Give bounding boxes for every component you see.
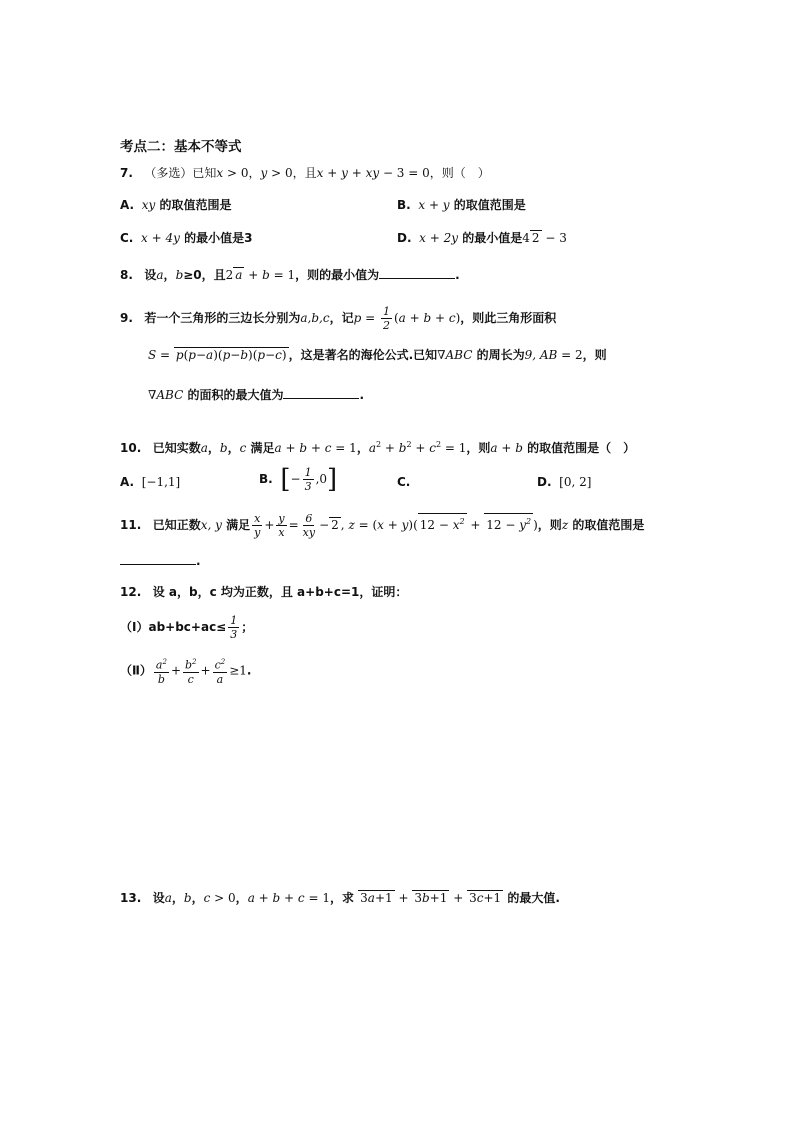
question-9-line-1: 9. 若一个三角形的三边长分别为a,b,c，记p = $\frac{1}{2}$ (a + b + c)，则此三角形面积 [120, 305, 557, 332]
option-c: C. x + 4y 的最小值是3 [120, 231, 253, 245]
option-d: D. x + 2y 的最小值是4 2 − 3 [397, 231, 567, 245]
option-d: D. [0, 2] [537, 475, 592, 489]
question-number: 9. [120, 311, 133, 325]
answer-blank[interactable] [379, 264, 455, 279]
question-7 [120, 163, 490, 183]
question-10: 10. 已知实数a，b，c 满足a + b + c = 1，$a^2 + b^2 + c^2 = 1$，则a + b 的取值范围是（ ） [120, 440, 636, 455]
answer-blank[interactable] [283, 384, 359, 399]
question-11: 11. 已知正数x, y 满足 $\frac{x}{y}$ + $\frac{y}{x}$ = $\frac{6}{xy}$ − 2 , z = (x + y)( $12 - x^2 + 12 - y^2$ )，则z 的取值范围是 [120, 512, 645, 539]
answer-blank[interactable] [120, 550, 196, 565]
question-number: 12. [120, 585, 142, 599]
question-text: 设 a，b，c 均为正数，且 a+b+c=1，证明： [152, 585, 408, 599]
question-number: 11. [120, 518, 142, 532]
question-12-part-2: （Ⅱ） $\frac{a^2}{b}$ + $\frac{b^2}{c}$ + $\frac{c^2}{a}$ ≥1. [120, 658, 252, 686]
option-c: C. [397, 475, 411, 489]
option-b: B. [− $\frac{1}{3}$ ,0] [259, 464, 338, 495]
question-9-line-3: ∇ABC 的面积的最大值为 . [148, 384, 364, 405]
question-8: 8. 设a，b≥0，且2 a + b = 1，则的最小值为 . [120, 264, 460, 285]
question-number: 8. [120, 268, 133, 282]
question-9-line-2: S = p(p−a)(p−b)(p−c) ，这是著名的海伦公式.已知∇ABC 的周长为9, AB = 2，则 [148, 348, 607, 362]
option-b: B. x + y 的取值范围是 [397, 198, 526, 212]
question-text: （多选）已知x > 0，y > 0，且x + y + xy − 3 = 0，则（ ） [144, 166, 490, 180]
question-number: 13. [120, 891, 142, 905]
question-11-blank-line: . [120, 550, 201, 571]
question-12-part-1: （Ⅰ）ab+bc+ac≤ $\frac{1}{3}$ ； [120, 614, 254, 641]
question-number: 7. [120, 166, 133, 180]
question-13: 13. 设a，b，c > 0，a + b + c = 1，求 3a+1 + 3b+1 + 3c+1 的最大值. [120, 891, 560, 905]
option-a: A. [−1,1] [120, 475, 181, 489]
option-a: A. xy 的取值范围是 [120, 198, 232, 212]
question-number: 10. [120, 441, 142, 455]
section-title: 考点二：基本不等式 [120, 139, 242, 155]
question-12 [120, 582, 407, 602]
